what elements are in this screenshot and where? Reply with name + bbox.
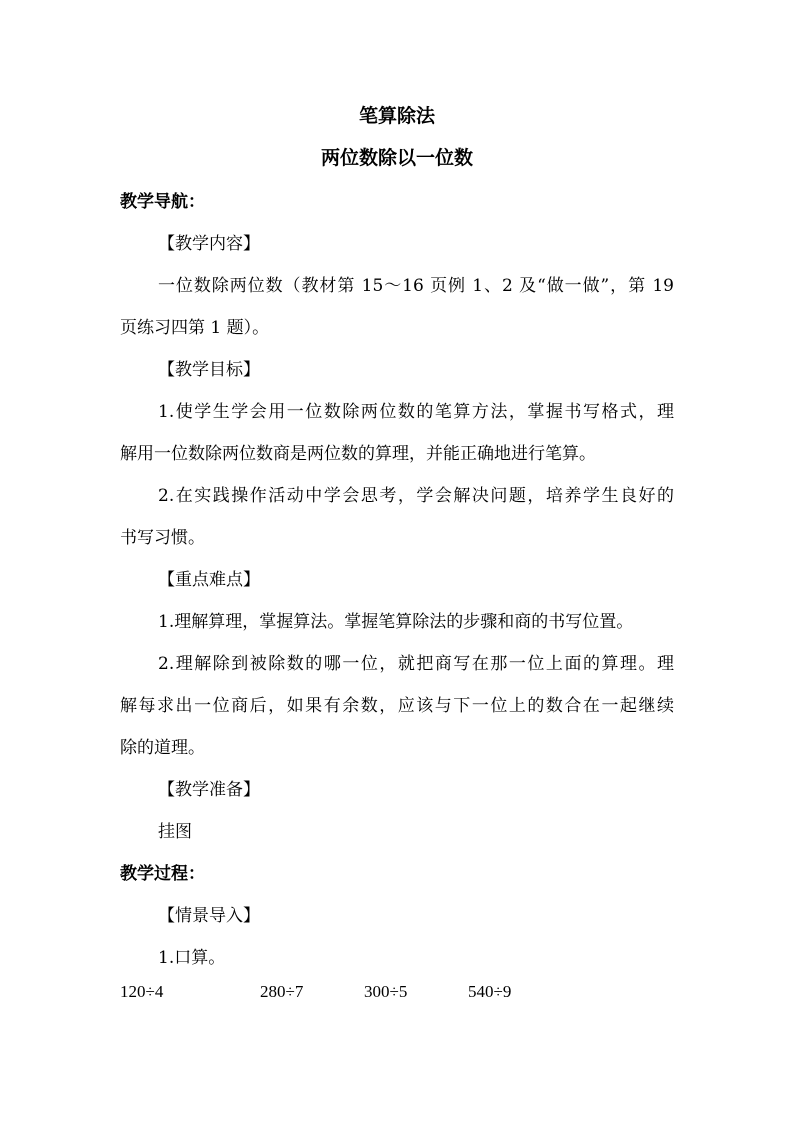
paragraph-line: 解每求出一位商后，如果有余数，应该与下一位上的数合在一起继续 — [120, 696, 674, 716]
heading-scenario-intro: 【情景导入】 — [158, 906, 260, 926]
section-heading-teaching-process: 教学过程： — [120, 864, 205, 884]
calculation-item: 120÷4 — [120, 982, 164, 1001]
paragraph-line: 解用一位数除两位数商是两位数的算理，并能正确地进行笔算。 — [120, 444, 596, 464]
calculation-item: 540÷9 — [468, 982, 512, 1001]
paragraph-line: 2.在实践操作活动中学会思考，学会解决问题，培养学生良好的 — [158, 486, 674, 506]
paragraph-line: 书写习惯。 — [120, 528, 205, 548]
document-subtitle: 两位数除以一位数 — [320, 147, 473, 169]
section-heading-teaching-navigation: 教学导航： — [120, 192, 205, 212]
paragraph-line: 1.使学生学会用一位数除两位数的笔算方法，掌握书写格式，理 — [158, 402, 674, 422]
paragraph-line: 一位数除两位数（教材第 15～16 页例 1、2 及“做一做”，第 19 — [158, 276, 674, 296]
paragraph-line: 1.理解算理，掌握算法。掌握笔算除法的步骤和商的书写位置。 — [158, 612, 634, 632]
paragraph-line: 页练习四第 1 题）。 — [120, 318, 270, 338]
heading-key-difficulties: 【重点难点】 — [158, 570, 260, 590]
paragraph-line: 2.理解除到被除数的哪一位，就把商写在那一位上面的算理。理 — [158, 654, 674, 674]
document-title: 笔算除法 — [358, 105, 435, 127]
calculation-row — [120, 980, 640, 1004]
heading-teaching-preparation: 【教学准备】 — [158, 780, 260, 800]
calculation-item: 300÷5 — [364, 982, 408, 1001]
oral-calculation-label: 1.口算。 — [158, 948, 226, 968]
paragraph-line: 除的道理。 — [120, 738, 205, 758]
calculation-item: 280÷7 — [260, 982, 304, 1001]
paragraph-line: 挂图 — [158, 822, 192, 842]
heading-teaching-content: 【教学内容】 — [158, 234, 260, 254]
heading-teaching-goals: 【教学目标】 — [158, 360, 260, 380]
